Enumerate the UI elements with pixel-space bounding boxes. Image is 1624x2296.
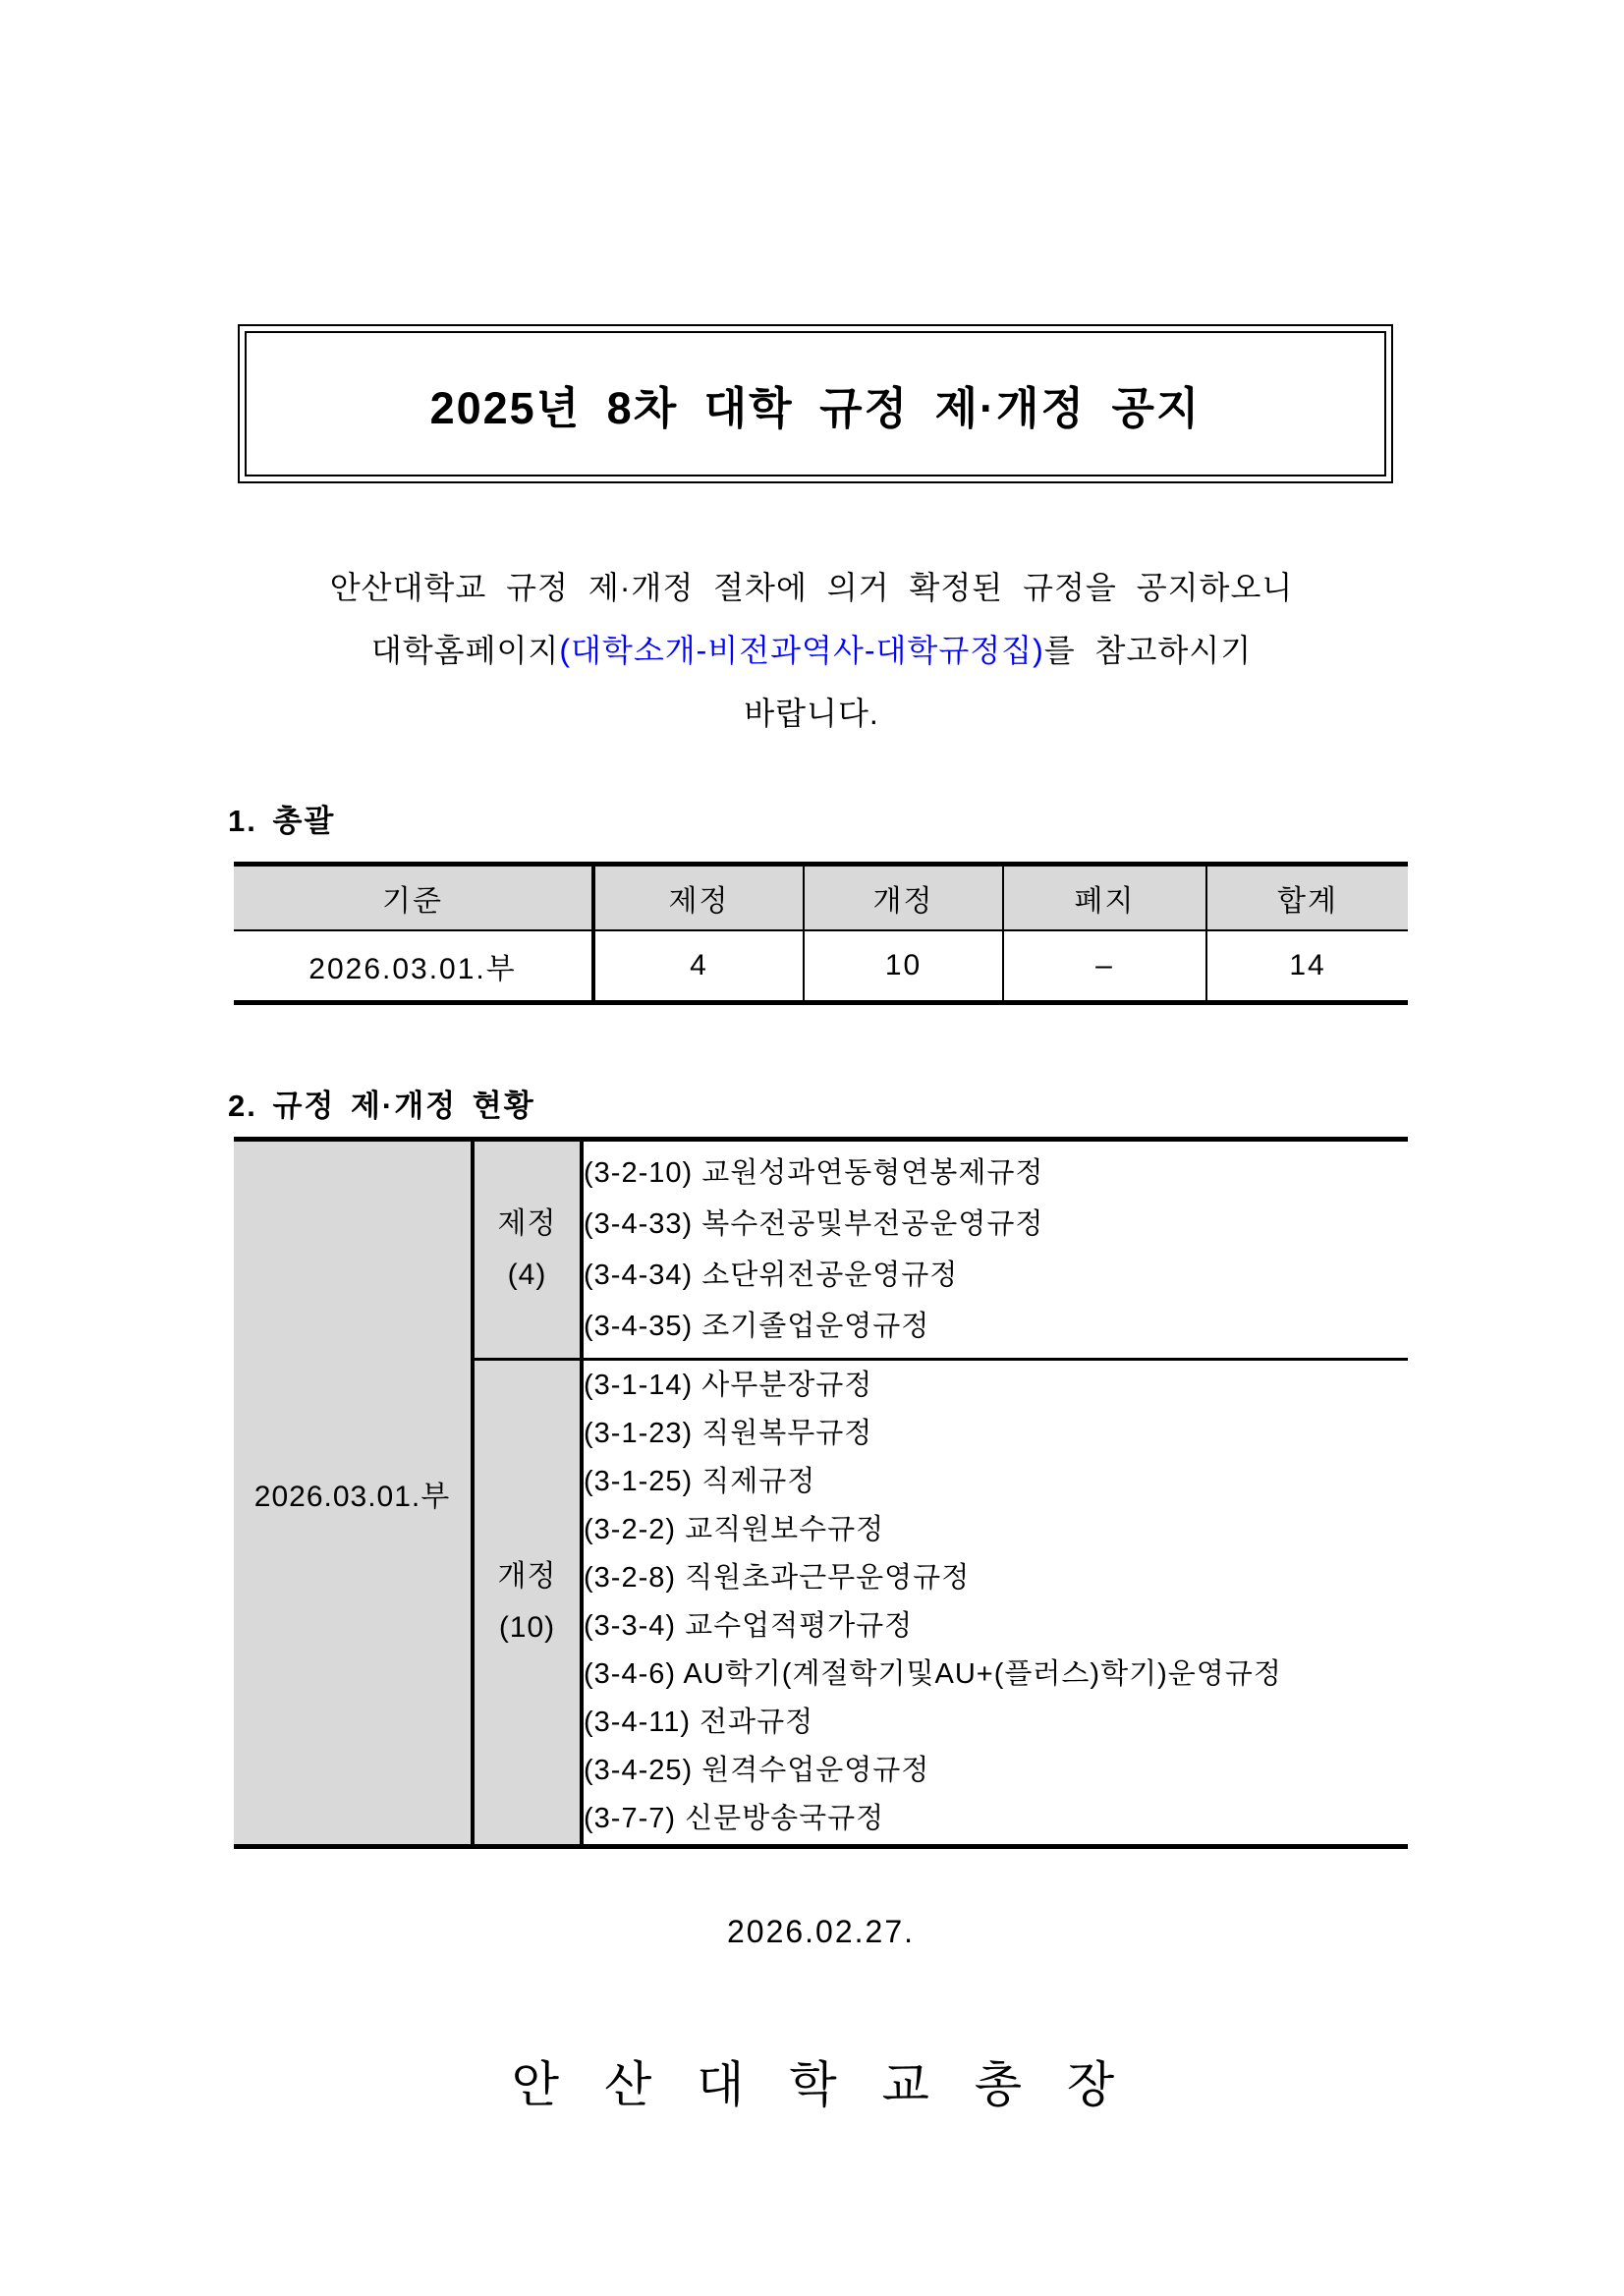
revised-count: (10) <box>498 1611 556 1644</box>
summary-header-abolished: 폐지 <box>1003 865 1206 931</box>
enacted-row <box>234 1140 1408 1360</box>
detail-table <box>234 1137 1408 1849</box>
summary-header-total: 합계 <box>1206 865 1408 931</box>
regulation-item: (3-2-10) 교원성과연동형연봉제규정 <box>584 1157 1044 1189</box>
notice-date: 2026.02.27. <box>726 1914 916 1949</box>
regulation-item: (3-4-33) 복수전공및부전공운영규정 <box>584 1208 1044 1240</box>
enacted-label-cell <box>473 1140 582 1360</box>
enacted-label: 제정 <box>497 1207 557 1240</box>
intro-line2-suffix: 를 참고하시기 <box>1043 633 1253 668</box>
regulation-item: (3-1-14) 사무분장규정 <box>584 1370 873 1401</box>
section1-heading: 1. 총괄 <box>228 804 336 838</box>
revised-label: 개정 <box>497 1560 557 1593</box>
title-box-inner-border <box>245 331 1386 476</box>
summary-header-enacted: 제정 <box>593 865 804 931</box>
intro-line-2 <box>153 619 1470 682</box>
document-title: 2025년 8차 대학 규정 제·개정 공지 <box>429 382 1202 433</box>
summary-cell-revised-count: 10 <box>804 930 1003 1003</box>
summary-cell-abolished-count: – <box>1003 930 1206 1003</box>
regulation-item: (3-4-34) 소단위전공운영규정 <box>584 1260 959 1291</box>
summary-data-row <box>234 930 1408 1003</box>
summary-cell-basis-date: 2026.03.01.부 <box>234 930 593 1003</box>
revised-items-list <box>584 1362 1408 1843</box>
regulation-item: (3-4-11) 전과규정 <box>584 1707 814 1738</box>
regulation-item: (3-1-25) 직제규정 <box>584 1466 816 1497</box>
enacted-items-list <box>584 1148 1408 1352</box>
regulation-item: (3-2-2) 교직원보수규정 <box>584 1514 885 1545</box>
regulation-item: (3-4-35) 조기졸업운영규정 <box>584 1311 930 1342</box>
summary-cell-enacted-count: 4 <box>593 930 804 1003</box>
enacted-items-cell <box>582 1140 1408 1360</box>
president-signature: 안 산 대 학 교 총 장 <box>511 2057 1131 2112</box>
intro-line-1: 안산대학교 규정 제·개정 절차에 의거 확정된 규정을 공지하오니 <box>329 570 1294 605</box>
summary-cell-total-count: 14 <box>1289 949 1326 981</box>
summary-header-row <box>234 865 1408 931</box>
enacted-count: (4) <box>507 1259 547 1291</box>
intro-line2-prefix: 대학홈페이지 <box>370 633 560 668</box>
regulation-item: (3-1-23) 직원복무규정 <box>584 1418 873 1449</box>
homepage-menu-path: (대학소개-비전과역사-대학규정집) <box>559 633 1044 668</box>
section2-heading: 2. 규정 제·개정 현황 <box>228 1089 535 1123</box>
regulation-item: (3-4-25) 원격수업운영규정 <box>584 1755 930 1786</box>
summary-header-basis: 기준 <box>234 865 593 931</box>
effective-date-cell: 2026.03.01.부 <box>234 1140 473 1847</box>
title-box <box>238 324 1393 483</box>
regulation-item: (3-4-6) AU학기(계절학기및AU+(플러스)학기)운영규정 <box>584 1658 1282 1690</box>
summary-table <box>234 862 1408 1005</box>
revised-items-cell <box>582 1360 1408 1847</box>
regulation-item: (3-7-7) 신문방송국규정 <box>584 1803 885 1834</box>
intro-line-3: 바랍니다. <box>744 696 879 731</box>
summary-header-revised: 개정 <box>804 865 1003 931</box>
intro-paragraph <box>153 556 1470 745</box>
regulation-item: (3-2-8) 직원초과근무운영규정 <box>584 1562 971 1594</box>
revised-label-cell <box>473 1360 582 1847</box>
regulation-item: (3-3-4) 교수업적평가규정 <box>584 1610 914 1642</box>
